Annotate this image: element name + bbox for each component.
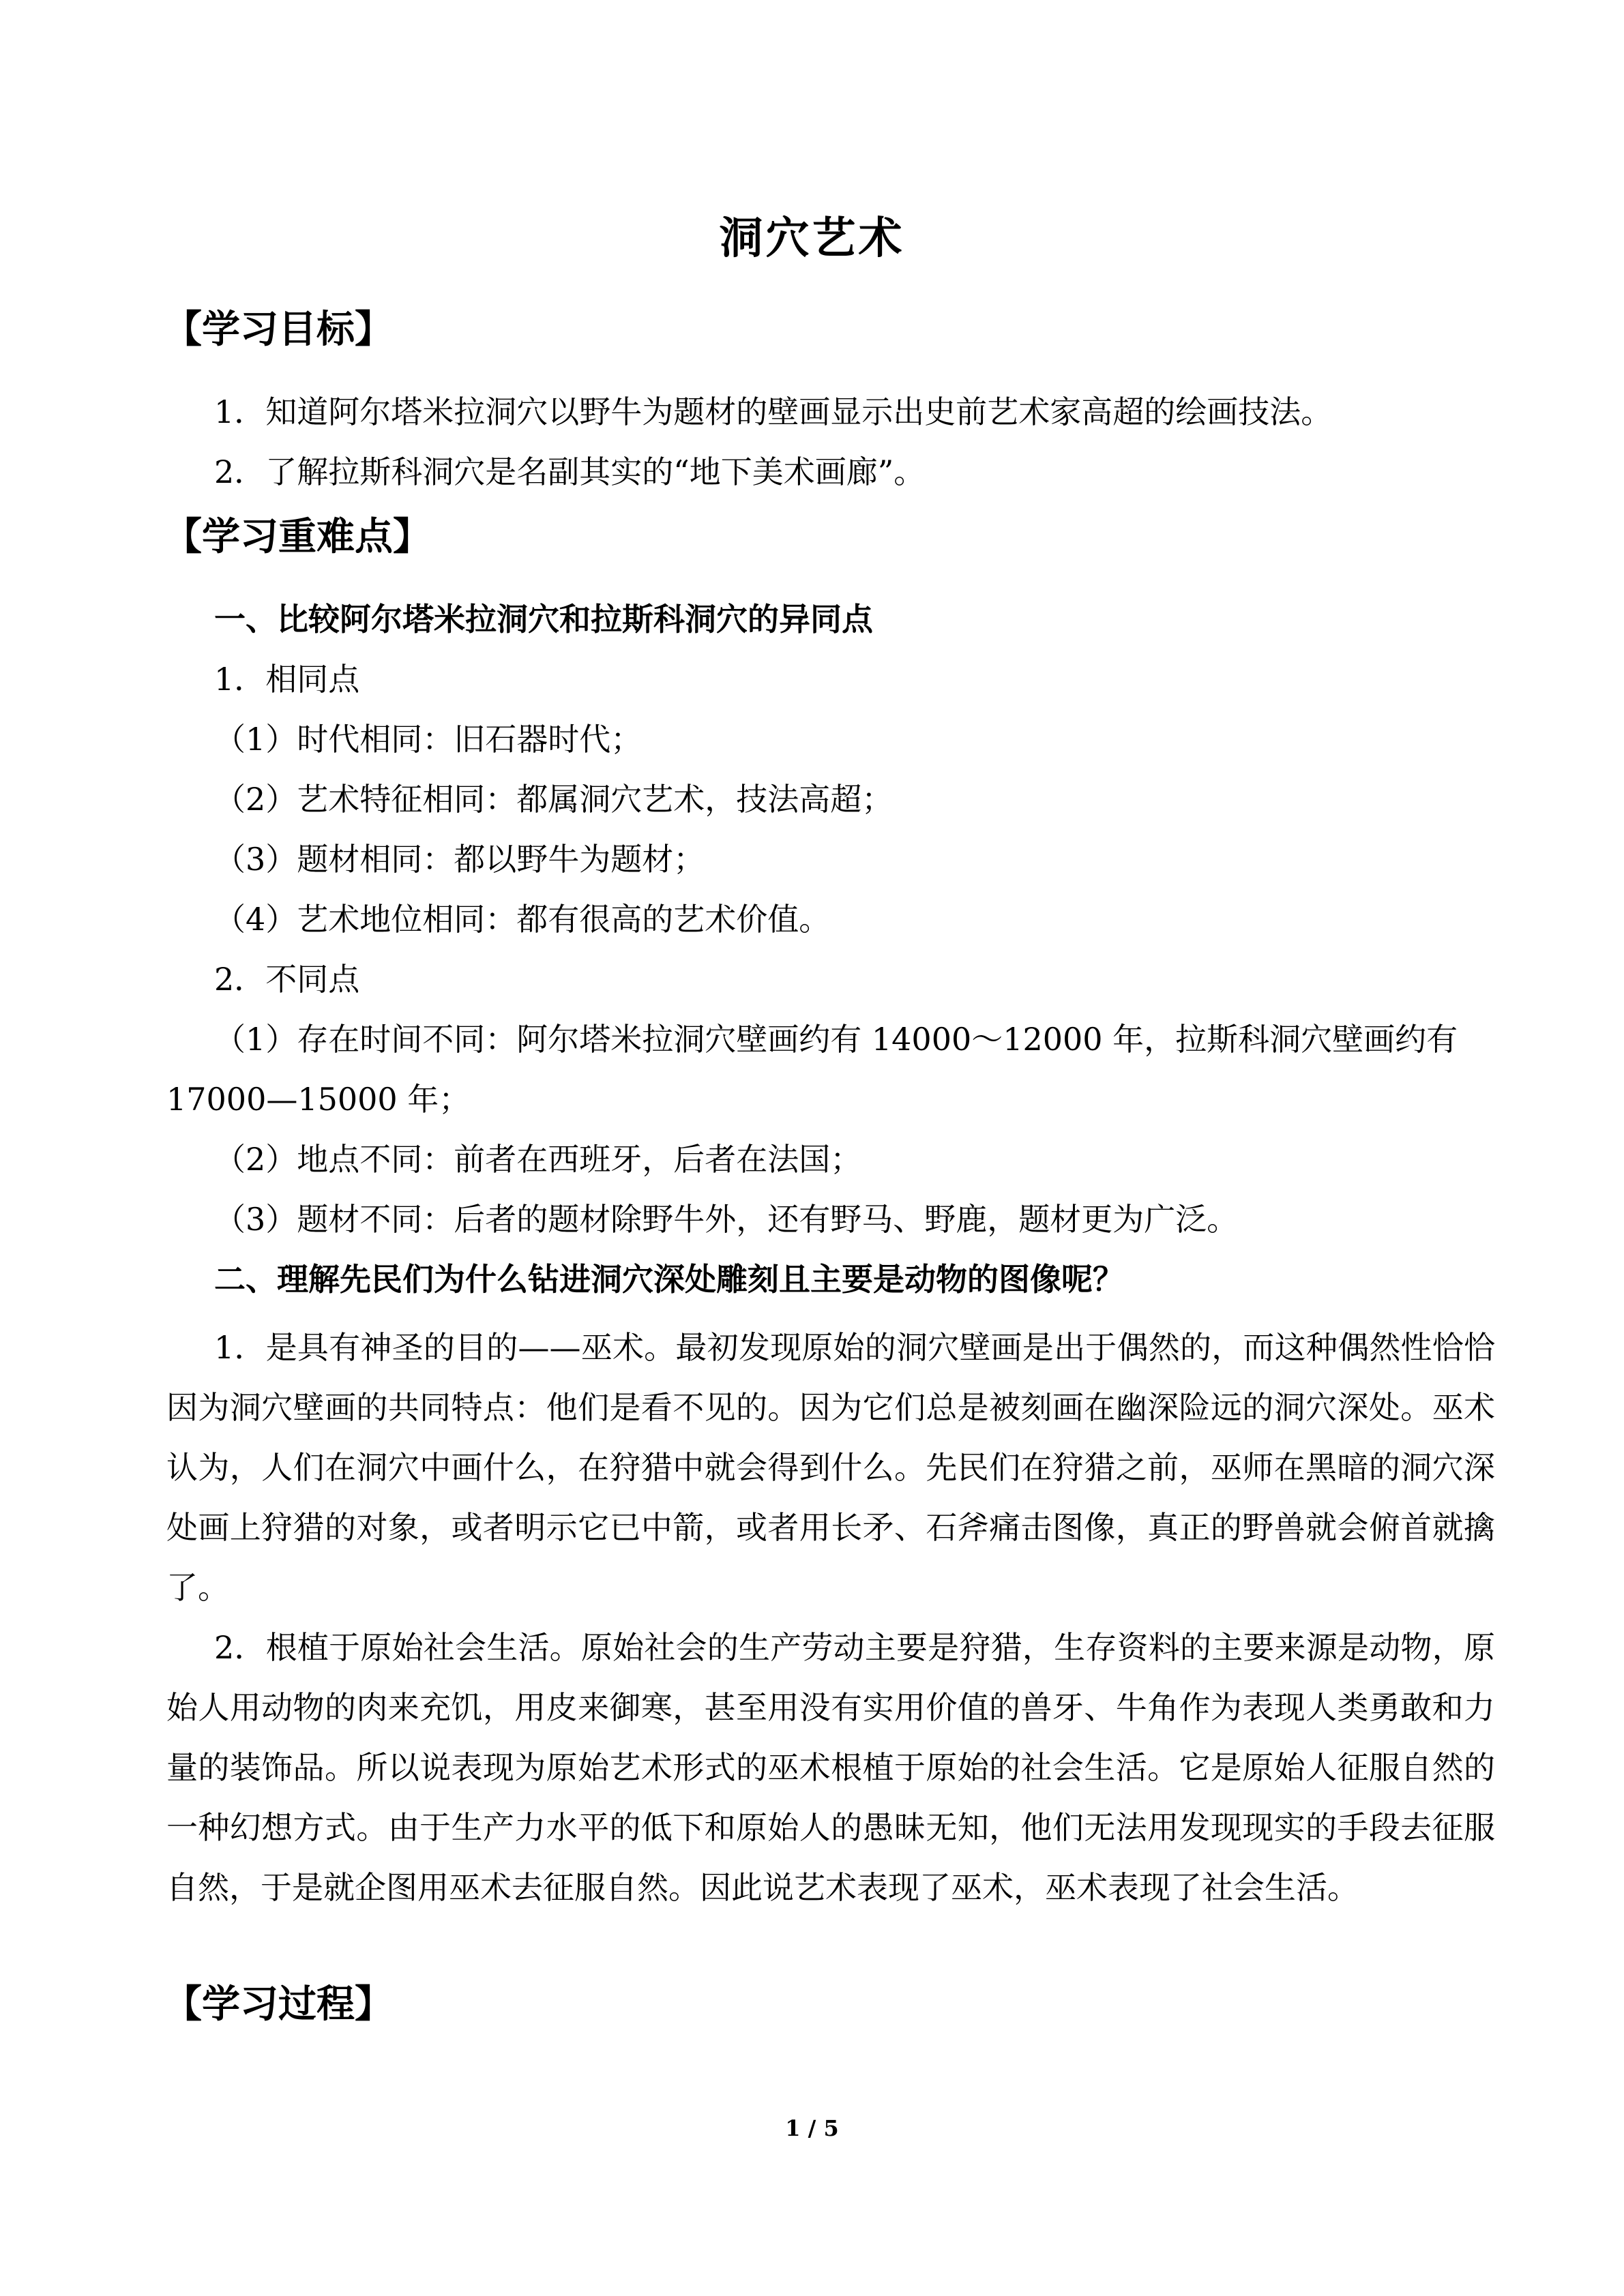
section-heading-key-points: 【学习重难点】 <box>164 515 431 559</box>
diff-point-item: （1）存在时间不同：阿尔塔米拉洞穴壁画约有 14000～12000 年，拉斯科洞穴壁画约有 <box>214 1021 1458 1058</box>
section-heading-goals: 【学习目标】 <box>164 308 393 352</box>
page-number: 1 / 5 <box>785 2115 839 2141</box>
same-point-item: （1）时代相同：旧石器时代； <box>214 721 643 758</box>
diff-point-item-continuation: 17000—15000 年； <box>166 1081 471 1118</box>
same-point-item: （4）艺术地位相同：都有很高的艺术价值。 <box>214 901 831 938</box>
paragraph-magic: 1．是具有神圣的目的——巫术。最初发现原始的洞穴壁画是出于偶然的，而这种偶然性恰恰因为洞穴壁画的共同特点：他们是看不见的。因为它们总是被刻画在幽深险远的洞穴深处。巫术认为，人们在洞穴中画什么，在狩猎中就会得到什么。先民们在狩猎之前，巫师在黑暗的洞穴深处画上狩猎的对象，或者明示它已中箭，或者用长矛、石斧痛击图像，真正的野兽就会俯首就擒了。 <box>166 1329 1495 1606</box>
subheading-why-caves: 二、理解先民们为什么钻进洞穴深处雕刻且主要是动物的图像呢？ <box>214 1261 1124 1298</box>
same-points-heading: 1．相同点 <box>214 661 360 698</box>
goal-item: 1．知道阿尔塔米拉洞穴以野牛为题材的壁画显示出史前艺术家高超的绘画技法。 <box>214 393 1333 430</box>
diff-point-item: （3）题材不同：后者的题材除野牛外，还有野马、野鹿，题材更为广泛。 <box>214 1201 1239 1238</box>
diff-point-item: （2）地点不同：前者在西班牙，后者在法国； <box>214 1141 862 1178</box>
paragraph-social-life: 2．根植于原始社会生活。原始社会的生产劳动主要是狩猎，生存资料的主要来源是动物，原始人用动物的肉来充饥，用皮来御寒，甚至用没有实用价值的兽牙、牛角作为表现人类勇敢和力量的装饰品。所以说表现为原始艺术形式的巫术根植于原始的社会生活。它是原始人征服自然的一种幻想方式。由于生产力水平的低下和原始人的愚昧无知，他们无法用发现现实的手段去征服自然，于是就企图用巫术去征服自然。因此说艺术表现了巫术，巫术表现了社会生活。 <box>166 1629 1495 1906</box>
subheading-compare: 一、比较阿尔塔米拉洞穴和拉斯科洞穴的异同点 <box>214 601 873 638</box>
section-heading-process: 【学习过程】 <box>164 1982 393 2027</box>
same-point-item: （2）艺术特征相同：都属洞穴艺术，技法高超； <box>214 781 894 818</box>
page-title: 洞穴艺术 <box>719 213 905 264</box>
same-point-item: （3）题材相同：都以野牛为题材； <box>214 841 705 878</box>
diff-points-heading: 2．不同点 <box>214 961 360 998</box>
goal-item: 2．了解拉斯科洞穴是名副其实的“地下美术画廊”。 <box>214 453 926 490</box>
